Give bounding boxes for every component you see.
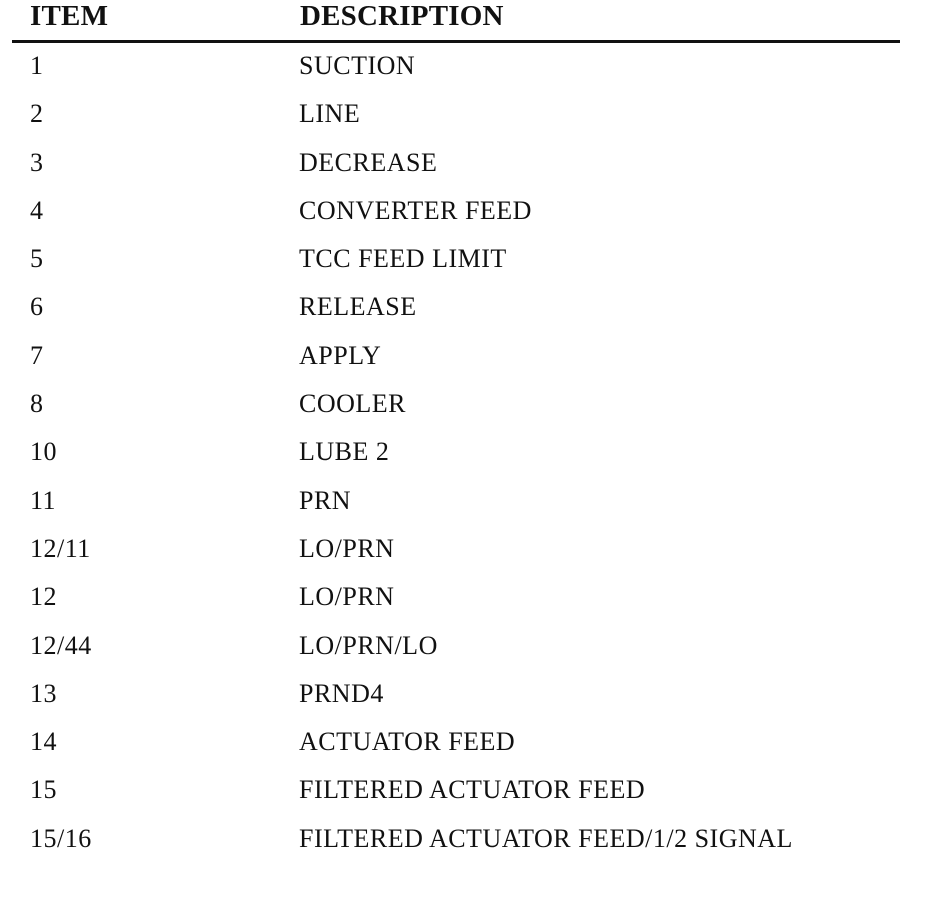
item-number: 1 [30, 51, 44, 80]
table-row [0, 384, 928, 432]
item-number: 14 [30, 727, 57, 757]
table-row [0, 674, 928, 722]
item-description: ACTUATOR FEED [299, 727, 516, 757]
item-number: 3 [30, 147, 44, 177]
item-description: LO/PRN/LO [299, 630, 438, 660]
item-description: APPLY [299, 340, 382, 370]
table-row [0, 577, 928, 625]
item-number: 11 [30, 485, 57, 515]
table-row [0, 432, 928, 480]
item-description: LINE [299, 99, 361, 129]
item-description: PRND4 [299, 678, 384, 708]
table-row [0, 191, 928, 239]
table-row [0, 481, 928, 529]
item-description: RELEASE [299, 292, 417, 322]
item-number: 5 [30, 244, 44, 274]
item-number: 12/44 [30, 630, 92, 660]
table-header [0, 0, 928, 40]
column-header-description: DESCRIPTION [300, 0, 504, 32]
table-row [0, 239, 928, 287]
item-number: 7 [30, 340, 44, 370]
item-description: LO/PRN [299, 582, 395, 612]
table-row [0, 770, 928, 818]
item-number: 8 [30, 389, 44, 419]
table-row [0, 46, 928, 94]
item-description: LUBE 2 [299, 437, 390, 467]
table-row [0, 336, 928, 384]
item-number: 12 [30, 582, 57, 612]
item-description: LO/PRN [299, 533, 395, 563]
item-number: 10 [30, 437, 57, 467]
table-body [0, 46, 928, 867]
item-description: COOLER [299, 389, 406, 419]
item-description: TCC FEED LIMIT [299, 244, 507, 274]
item-number: 15/16 [30, 823, 92, 853]
table-row [0, 287, 928, 335]
item-description: FILTERED ACTUATOR FEED [299, 775, 646, 805]
column-header-item: ITEM [30, 0, 109, 32]
table-row [0, 819, 928, 867]
item-description: CONVERTER FEED [299, 195, 532, 225]
item-number: 13 [30, 678, 57, 708]
item-number: 15 [30, 775, 57, 805]
table-row [0, 529, 928, 577]
header-divider [12, 40, 900, 43]
table-row [0, 722, 928, 770]
table-row [0, 626, 928, 674]
table-row [0, 143, 928, 191]
item-number: 4 [30, 195, 44, 225]
item-description: PRN [299, 485, 352, 515]
table-row [0, 94, 928, 142]
item-description: FILTERED ACTUATOR FEED/1/2 SIGNAL [299, 823, 793, 853]
item-number: 2 [30, 99, 44, 129]
item-number: 12/11 [30, 533, 91, 563]
item-description: SUCTION [299, 51, 416, 80]
item-description: DECREASE [299, 147, 438, 177]
item-number: 6 [30, 292, 44, 322]
